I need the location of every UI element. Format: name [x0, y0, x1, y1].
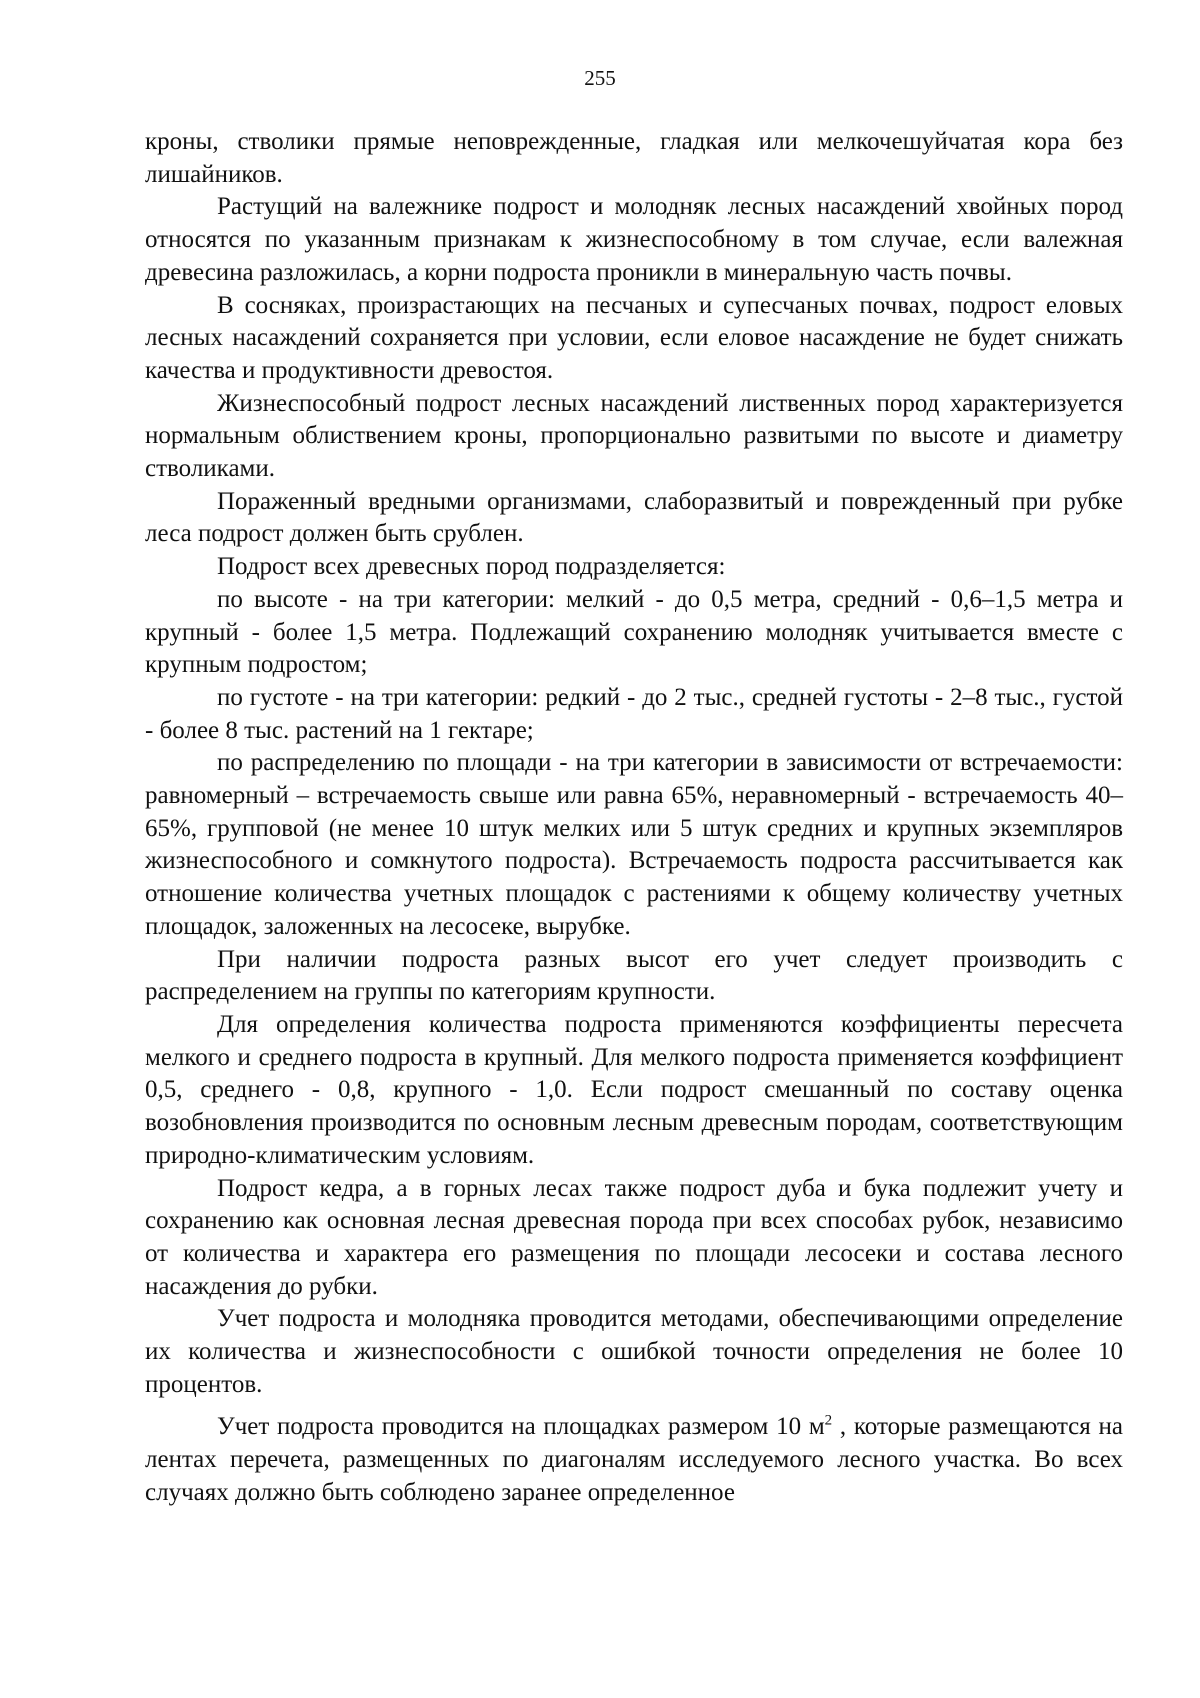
paragraph-by-density: по густоте - на три категории: редкий - до 2 тыс., средней густоты - 2–8 тыс., густой - более 8 тыс. растений на 1 гектаре; — [145, 683, 1123, 744]
paragraph-by-distribution: по распределению по площади - на три категории в зависимости от встречаемости: равномерный – встречаемость свыше или равна 65%, неравномерный - встречаемость 40–65%, групповой (не менее 10 штук мелких или 5 штук средних и крупных экземпляров жизнеспособного и сомкнутого подроста). Встречаемость подроста рассчитывается как отношение количества учетных площадок с растениями к общему количеству учетных площадок, заложенных на лесосеке, вырубке. — [145, 749, 1123, 940]
paragraph-classification-intro: Подрост всех древесных пород подразделяется: — [217, 553, 726, 581]
paragraph-height-groups: При наличии подроста разных высот его учет следует производить с распределением на группы по категориям крупности. — [145, 945, 1123, 1006]
paragraph-damaged-undergrowth: Пораженный вредными организмами, слаборазвитый и поврежденный при рубке леса подрост должен быть срублен. — [145, 487, 1123, 548]
document-body — [145, 126, 1123, 1510]
paragraph-by-height: по высоте - на три категории: мелкий - до 0,5 метра, средний - 0,6–1,5 метра и крупный - более 1,5 метра. Подлежащий сохранению молодняк учитывается вместе с крупным подростом; — [145, 585, 1123, 679]
paragraph-accuracy: Учет подроста и молодняка проводится методами, обеспечивающими определение их количества и жизнеспособности с ошибкой точности определения не более 10 процентов. — [145, 1305, 1123, 1398]
paragraph-conversion-coefficients: Для определения количества подроста применяются коэффициенты пересчета мелкого и среднего подроста в крупный. Для мелкого подроста применяется коэффициент 0,5, среднего - 0,8, крупного - 1,0. Если подрост смешанный по составу оценка возобновления производится по основным лесным древесным породам, соответствующим природно-климатическим условиям. — [145, 1010, 1123, 1169]
paragraph-continuation: кроны, стволики прямые неповрежденные, гладкая или мелкочешуйчатая кора без лишайников. — [145, 128, 1123, 188]
paragraph-deciduous-undergrowth: Жизнеспособный подрост лесных насаждений лиственных пород характеризуется нормальным облиствением кроны, пропорционально развитыми по высоте и диаметру стволиками. — [145, 389, 1123, 483]
paragraph-fallen-wood-undergrowth: Растущий на валежнике подрост и молодняк лесных насаждений хвойных пород относятся по указанным признакам к жизнеспособному в том случае, если валежная древесина разложилась, а корни подроста проникли в минеральную часть почвы. — [145, 193, 1123, 286]
page-number: 255 — [584, 66, 616, 90]
paragraph-plot-size — [145, 1411, 1123, 1509]
square-superscript: 2 — [824, 1413, 833, 1430]
paragraph-cedar-oak-beech: Подрост кедра, а в горных лесах также подрост дуба и бука подлежит учету и сохранению как основная лесная древесная порода при всех способах рубок, независимо от количества и характера его размещения по площади лесосеки и состава лесного насаждения до рубки. — [145, 1174, 1123, 1300]
paragraph-pine-stands: В сосняках, произрастающих на песчаных и супесчаных почвах, подрост еловых лесных насаждений сохраняется при условии, если еловое насаждение не будет снижать качества и продуктивности древостоя. — [145, 291, 1123, 384]
plot-size-text-start: Учет подроста проводится на площадках размером 10 м — [217, 1413, 825, 1441]
plot-size-text-end: , которые размещаются на лентах перечета, размещенных по диагоналям исследуемого лесного участка. Во всех случаях должно быть соблюдено заранее определенное — [145, 1413, 1123, 1506]
